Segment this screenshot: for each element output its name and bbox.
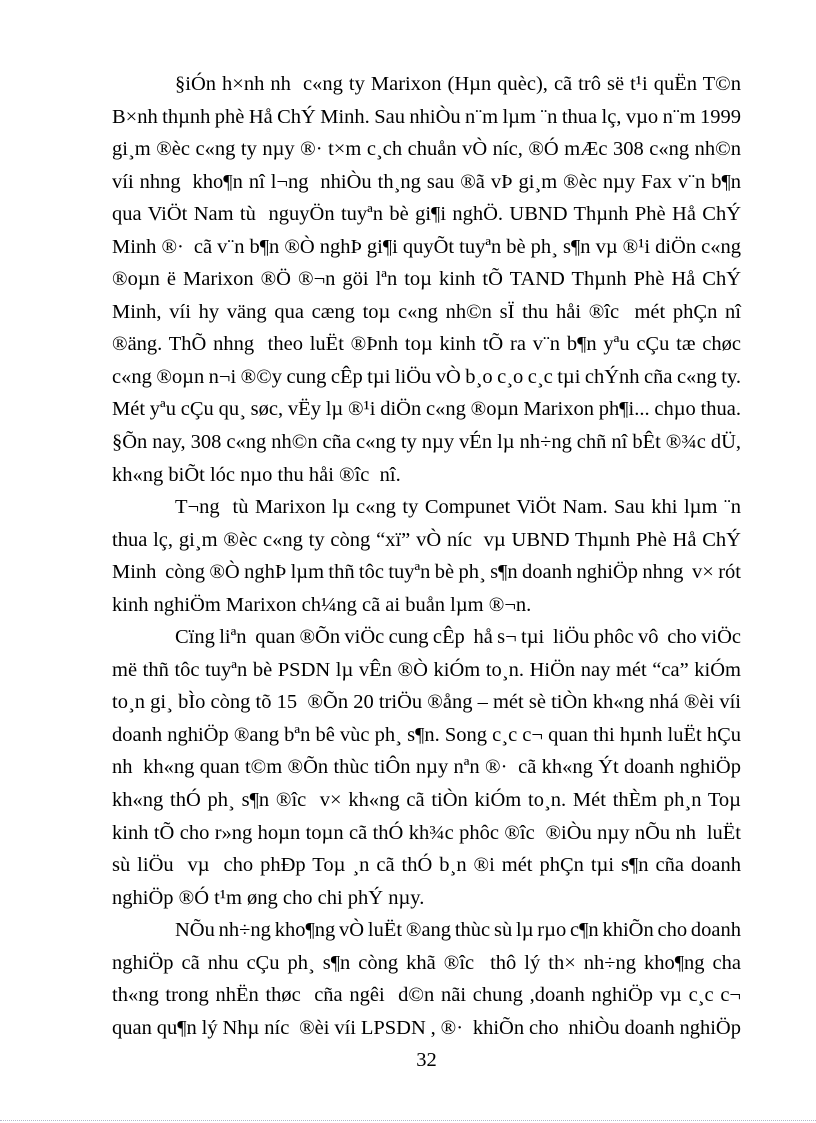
text-line-content: më thñ tôc tuyªn bè PSDN lµ vÊn ®Ò kiÓm to¸n. HiÖn nay mét “ca” kiÓm — [112, 658, 741, 681]
text-line — [112, 166, 741, 199]
text-line — [112, 849, 741, 882]
text-line-content: nghiÖp ®Ó t¹m øng cho chi phÝ nµy. — [112, 886, 425, 909]
text-line-content: Minh ®· cã v¨n b¶n ®Ò nghÞ gi¶i quyÕt tuyªn bè ph¸ s¶n vµ ®¹i diÖn c«ng — [112, 235, 741, 258]
text-line-content: th«ng trong nhËn thøc cña ngêi d©n nãi chung ,doanh nghiÖp vµ c¸c c¬ — [112, 984, 741, 1007]
text-line — [112, 947, 741, 980]
text-line-content: ®oµn ë Marixon ®Ö ®¬n göi lªn toµ kinh tÕ TAND Thµnh Phè Hå ChÝ — [112, 268, 741, 291]
text-line — [112, 654, 741, 687]
text-line — [112, 101, 741, 134]
page-number: 32 — [416, 1049, 437, 1071]
text-line-content: ®äng. ThÕ nhng theo luËt ®Þnh toµ kinh tÕ ra v¨n b¶n yªu cÇu tæ chøc — [112, 333, 741, 356]
text-line — [112, 589, 741, 622]
text-line-content: B×nh thµnh phè Hå ChÝ Minh. Sau nhiÒu n¨m lµm ¨n thua lç, vµo n¨m 1999 — [112, 105, 741, 128]
page-footer — [112, 1044, 741, 1077]
text-line — [112, 133, 741, 166]
text-line — [112, 393, 741, 426]
text-line — [112, 524, 741, 557]
text-line-content: kh«ng thÓ ph¸ s¶n ®îc v× kh«ng cã tiÒn kiÓm to¸n. Mét thÈm ph¸n Toµ — [112, 789, 741, 812]
text-line — [112, 751, 741, 784]
text-line-content: Minh, víi hy väng qua cæng toµ c«ng nh©n sÏ thu håi ®îc mét phÇn nî — [112, 300, 741, 323]
text-line-content: Cïng liªn quan ®Õn viÖc cung cÊp hå s¬ tµi liÖu phôc vô cho viÖc — [175, 626, 741, 649]
text-line-content: thua lç, gi¸m ®èc c«ng ty còng “xï” vÒ níc vµ UBND Thµnh Phè Hå ChÝ — [112, 528, 741, 551]
text-line — [112, 263, 741, 296]
text-line — [112, 784, 741, 817]
text-line-content: c«ng ®oµn n¬i ®©y cung cÊp tµi liÖu vÒ b¸o c¸o c¸c tµi chÝnh cña c«ng ty. — [112, 365, 741, 388]
text-line — [112, 426, 741, 459]
text-line-content: to¸n gi¸ bÌo còng tõ 15 ®Õn 20 triÖu ®ång – mét sè tiÒn kh«ng nhá ®èi víi — [112, 691, 741, 714]
text-line — [112, 719, 741, 752]
text-line-content: NÕu nh÷ng kho¶ng vÒ luËt ®ang thùc sù lµ rµo c¶n khiÕn cho doanh — [175, 919, 741, 942]
text-line-content: víi nhng kho¶n nî l¬ng nhiÒu th¸ng sau ®ã vÞ gi¸m ®èc nµy Fax v¨n b¶n — [112, 170, 741, 193]
text-line-content: nh kh«ng quan t©m ®Õn thùc tiÔn nµy nªn ®· cã kh«ng Ýt doanh nghiÖp — [112, 756, 741, 779]
text-line-content: Minh còng ®Ò nghÞ lµm thñ tôc tuyªn bè ph¸ s¶n doanh nghiÖp nhng v× rót — [112, 561, 741, 584]
text-line-content: kinh nghiÖm Marixon ch¼ng cã ai buån lµm ®¬n. — [112, 593, 532, 616]
text-line-content: sù liÖu vµ cho phÐp Toµ ¸n cã thÓ b¸n ®i mét phÇn tµi s¶n cña doanh — [112, 854, 741, 877]
text-line-content: §Õn nay, 308 c«ng nh©n cña c«ng ty nµy vÉn lµ nh÷ng chñ nî bÊt ®¾c dÜ, — [112, 431, 741, 454]
text-line-content: kinh tÕ cho r»ng hoµn toµn cã thÓ kh¾c phôc ®îc ®iÒu nµy nÕu nh luËt — [112, 821, 741, 844]
text-line — [112, 556, 741, 589]
text-line — [112, 296, 741, 329]
text-line — [112, 686, 741, 719]
text-line — [112, 979, 741, 1012]
text-line — [112, 491, 741, 524]
text-line — [112, 231, 741, 264]
text-line — [112, 621, 741, 654]
text-line — [112, 459, 741, 492]
page-text — [112, 68, 741, 1044]
text-line-content: kh«ng biÕt lóc nµo thu håi ®îc nî. — [112, 463, 401, 486]
text-line — [112, 328, 741, 361]
text-line-content: quan qu¶n lý Nhµ níc ®èi víi LPSDN , ®· khiÕn cho nhiÒu doanh nghiÖp — [112, 1016, 741, 1039]
text-line-content: gi¸m ®èc c«ng ty nµy ®· t×m c¸ch chuån vÒ níc, ®Ó mÆc 308 c«ng nh©n — [112, 138, 741, 161]
text-line — [112, 1012, 741, 1045]
text-line — [112, 68, 741, 101]
text-line-content: doanh nghiÖp ®ang bªn bê vùc ph¸ s¶n. Song c¸c c¬ quan thi hµnh luËt hÇu — [112, 723, 741, 746]
text-line — [112, 882, 741, 915]
text-line-content: §iÓn h×nh nh c«ng ty Marixon (Hµn quèc), cã trô së t¹i quËn T©n — [175, 73, 741, 95]
text-line — [112, 817, 741, 850]
text-line-content: Mét yªu cÇu qu¸ søc, vËy lµ ®¹i diÖn c«ng ®oµn Marixon ph¶i... chµo thua. — [112, 398, 741, 421]
text-line-content: nghiÖp cã nhu cÇu ph¸ s¶n còng khã ®îc thô lý th× nh÷ng kho¶ng cha — [112, 951, 741, 974]
text-line-content: T¬ng tù Marixon lµ c«ng ty Compunet ViÖt Nam. Sau khi lµm ¨n — [175, 496, 741, 519]
text-line — [112, 914, 741, 947]
text-line-content: qua ViÖt Nam tù nguyÖn tuyªn bè gi¶i nghÖ. UBND Thµnh Phè Hå ChÝ — [112, 203, 741, 226]
text-line — [112, 198, 741, 231]
page-separator-line — [0, 1120, 816, 1121]
text-line — [112, 361, 741, 394]
